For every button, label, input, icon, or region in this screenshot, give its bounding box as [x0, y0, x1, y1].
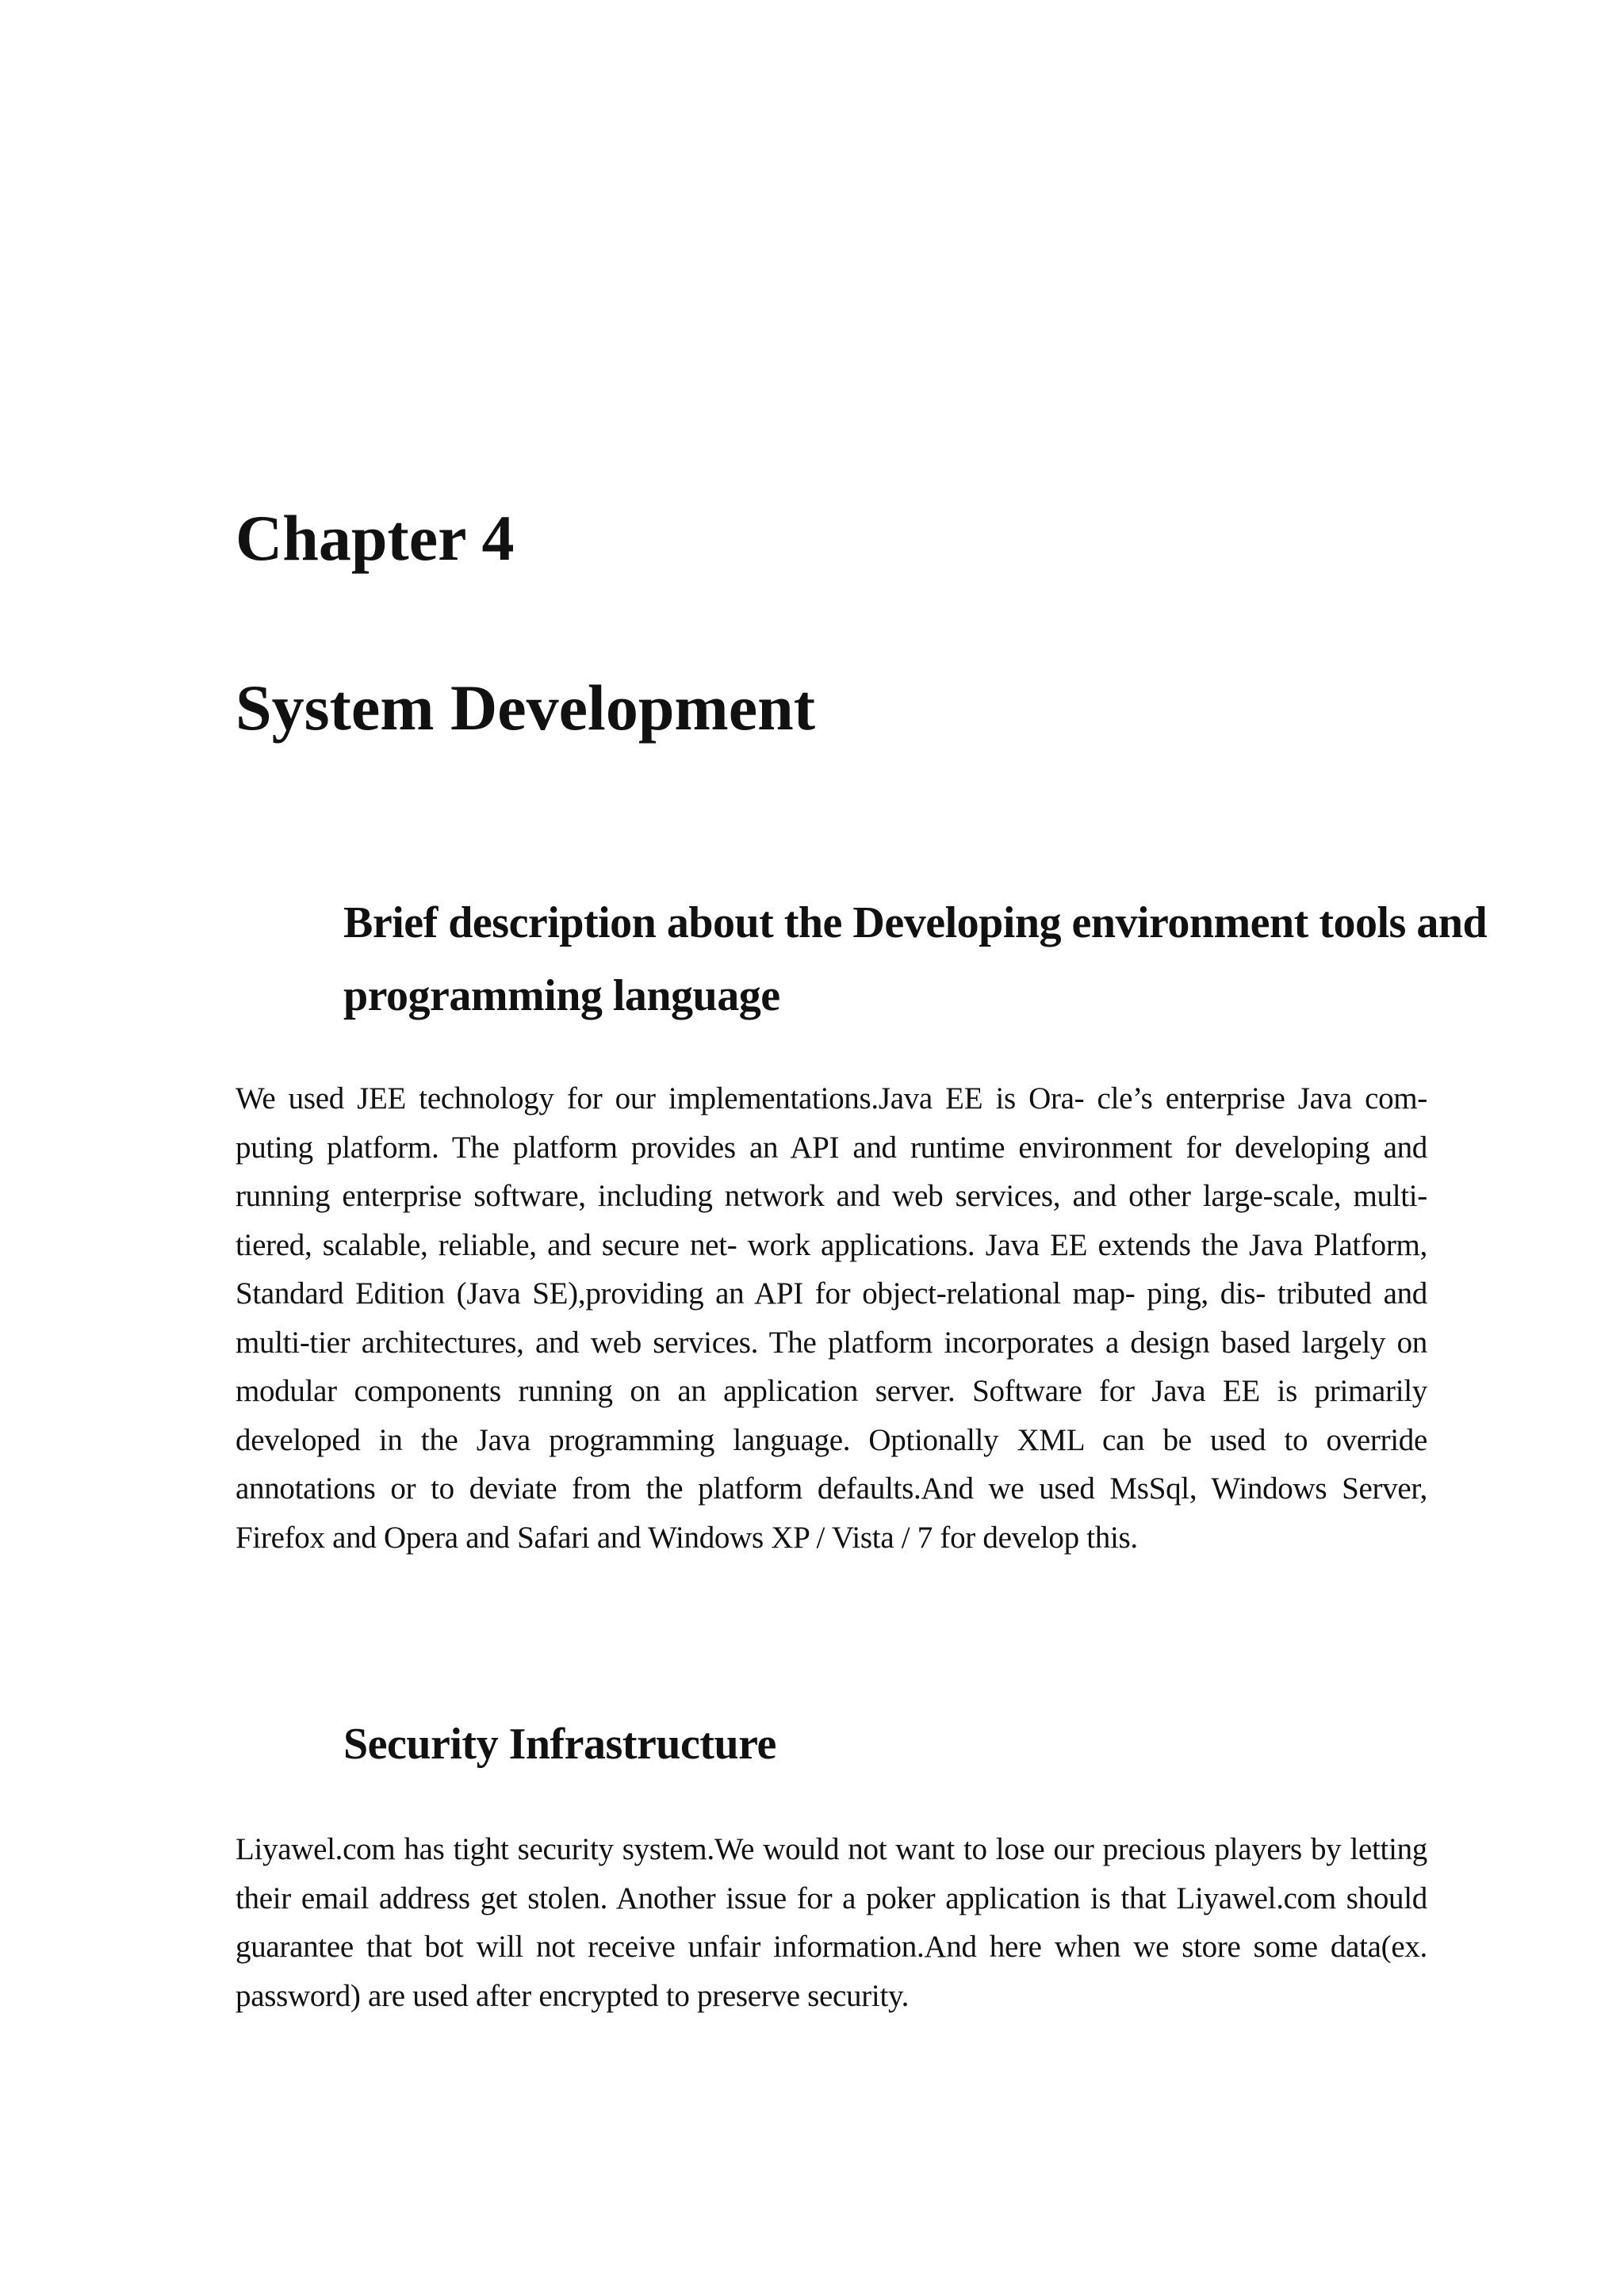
- chapter-number: Chapter 4: [236, 502, 515, 574]
- paragraph-development-environment: We used JEE technology for our implementations.Java EE is Ora- cle’s enterprise Java com- puting platform. The platform provides an API and runtime environment for developing and running enterprise software, including network and web services, and other large-scale, multi-tiered, scalable, reliable, and secure net- work applications. Java EE extends the Java Platform, Standard Edition (Java SE),providing an API for object-relational map- ping, dis- tributed and multi-tier architectures, and web services. The platform incorporates a design based largely on modular components running on an application server. Software for Java EE is primarily developed in the Java programming language. Optionally XML can be used to override annotations or to deviate from the platform defaults.And we used MsSql, Windows Server, Firefox and Opera and Safari and Windows XP / Vista / 7 for develop this.: [236, 1081, 1427, 1555]
- paragraph-security-infrastructure: Liyawel.com has tight security system.We would not want to lose our precious players by letting their email address get stolen. Another issue for a poker application is that Liyawel.com should guarantee that bot will not receive unfair information.And here when we store some data(ex. password) are used after encrypted to preserve security.: [236, 1832, 1427, 2013]
- section-heading-security-infrastructure: Security Infrastructure: [343, 1720, 776, 1769]
- section-heading-development-environment: Brief description about the Developing environment tools and programming language: [343, 898, 1488, 1020]
- chapter-title: System Development: [236, 672, 816, 744]
